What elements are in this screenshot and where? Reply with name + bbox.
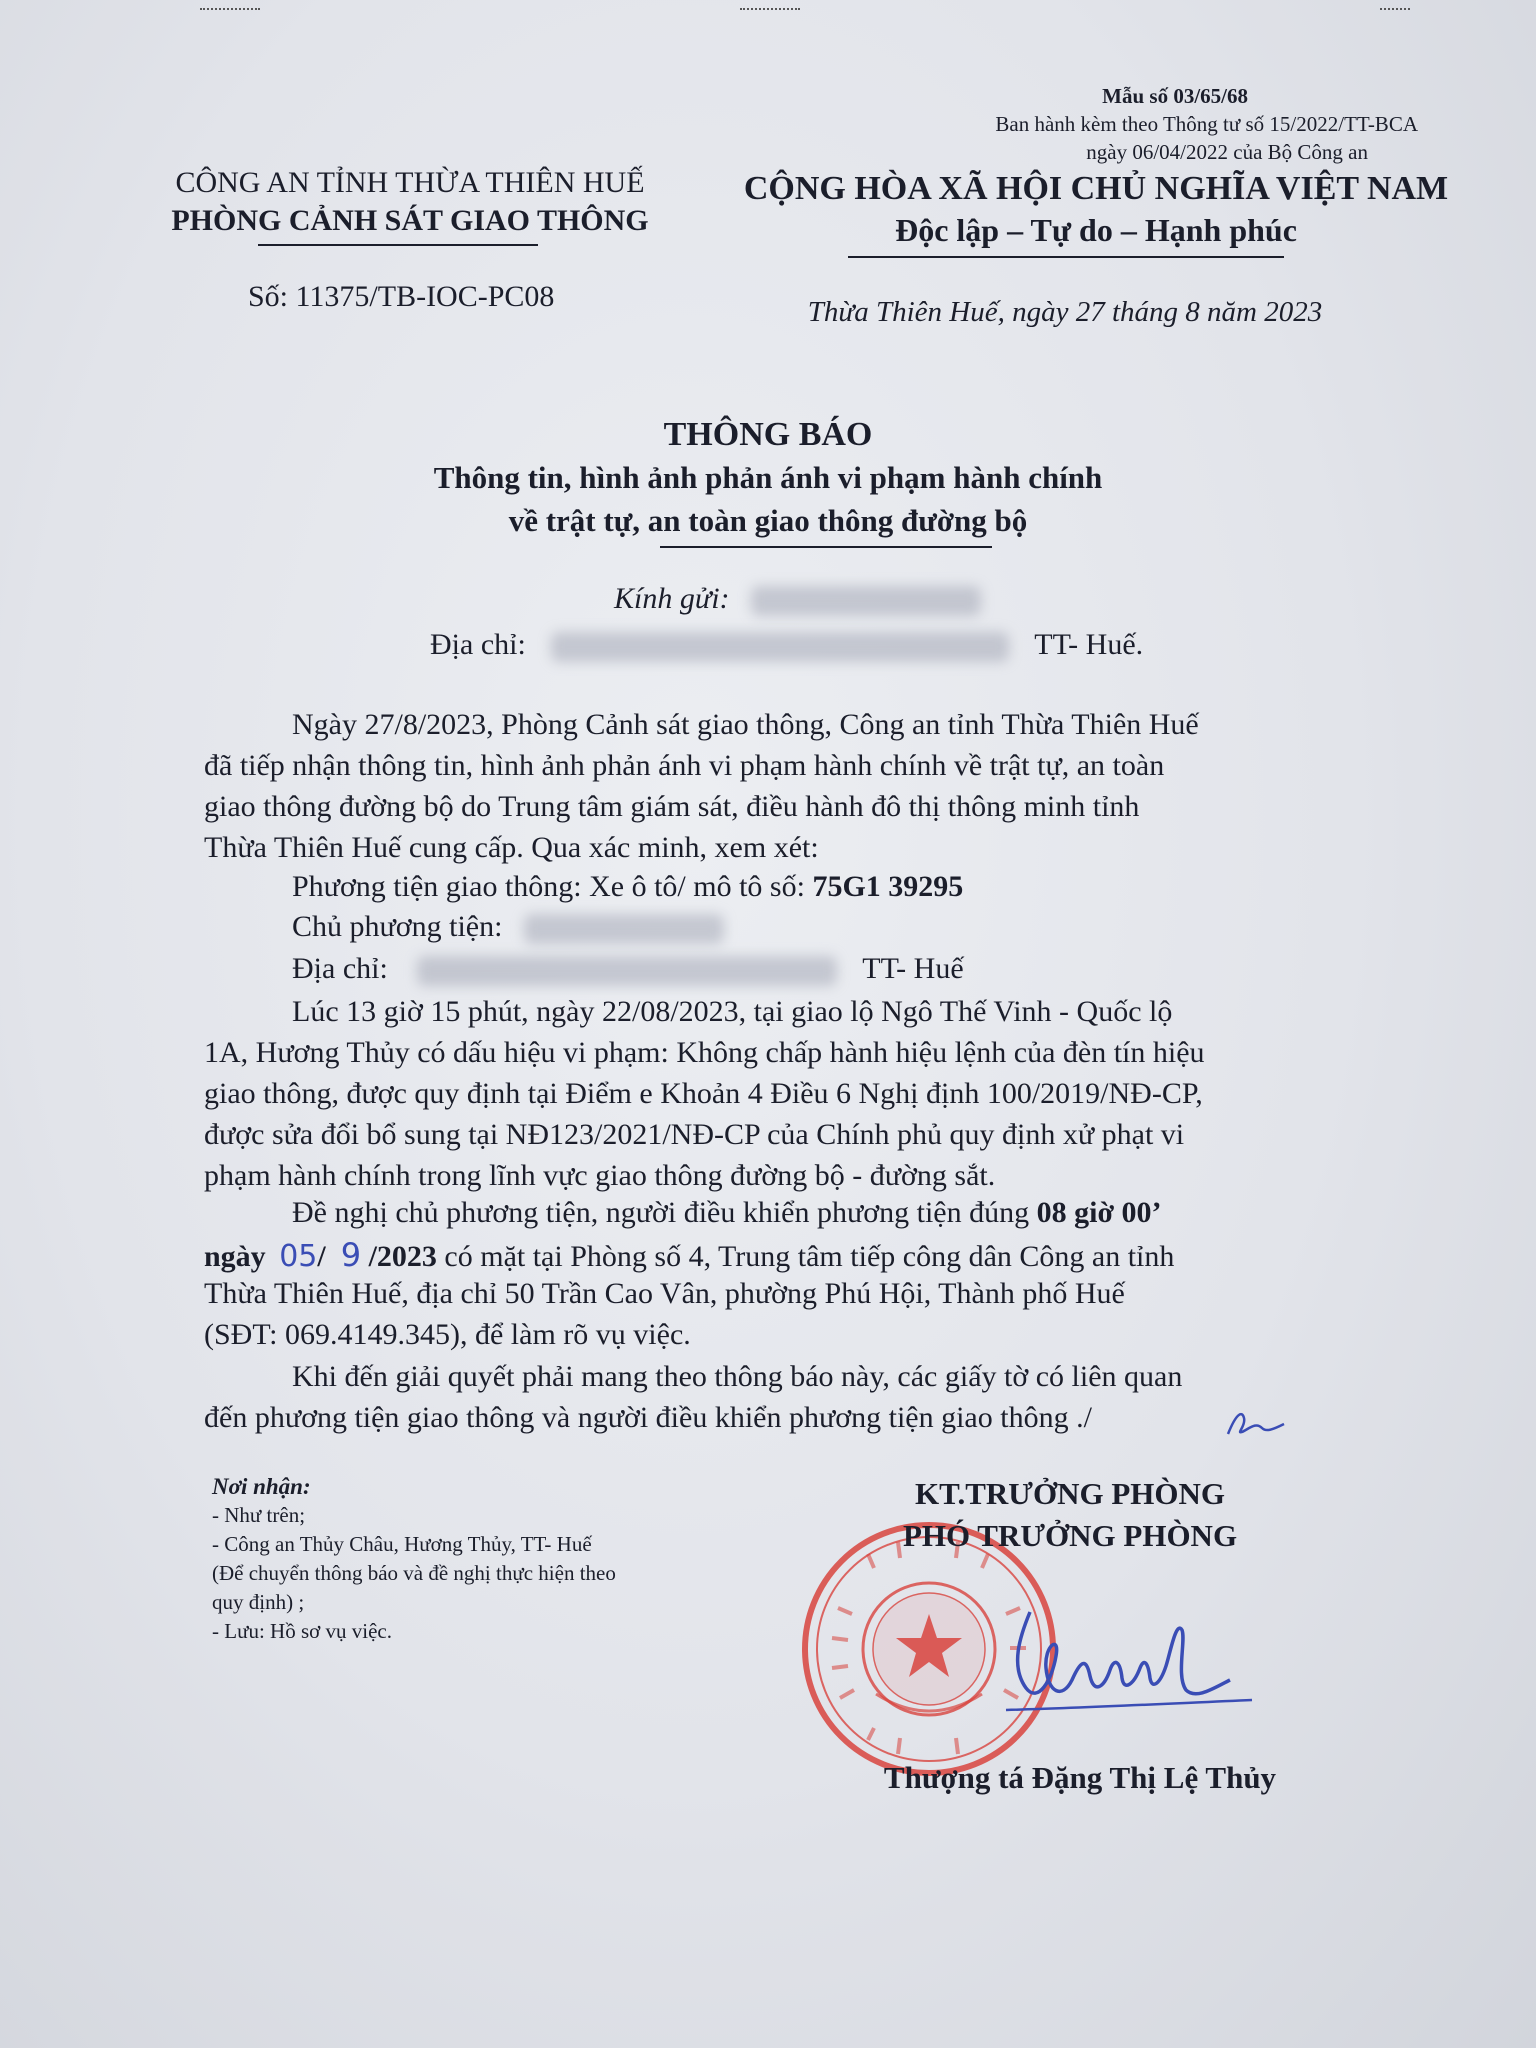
owner-address-line xyxy=(292,952,964,986)
redacted-owner-address xyxy=(417,956,837,986)
owner-address-suffix: TT- Huế xyxy=(862,952,964,985)
receivers-heading: Nơi nhận: xyxy=(212,1474,311,1499)
p1-line: đã tiếp nhận thông tin, hình ảnh phản ánh vi phạm hành chính về trật tự, an toàn xyxy=(204,749,1165,782)
nation-motto: Độc lập – Tự do – Hạnh phúc xyxy=(895,212,1297,248)
receiver-item: quy định) ; xyxy=(212,1590,305,1614)
recipient-address-suffix: TT- Huế. xyxy=(1034,628,1144,661)
form-issued-with: Ban hành kèm theo Thông tư số 15/2022/TT-BCA xyxy=(995,112,1418,136)
p3-rest: có mặt tại Phòng số 4, Trung tâm tiếp công dân Công an tỉnh xyxy=(444,1240,1175,1273)
p3-line1 xyxy=(292,1196,1162,1230)
signer-title-2: PHÓ TRƯỞNG PHÒNG xyxy=(902,1518,1238,1553)
recipient-address-label: Địa chỉ: xyxy=(430,628,526,661)
edge-mark xyxy=(740,8,800,16)
vehicle-label: Phương tiện giao thông: Xe ô tô/ mô tô số: xyxy=(292,870,805,903)
recipient-line xyxy=(614,582,981,616)
motto-underline xyxy=(848,256,1284,258)
receiver-item: - Như trên; xyxy=(212,1503,306,1527)
receiver-item: - Công an Thủy Châu, Hương Thủy, TT- Huế xyxy=(212,1532,592,1556)
redacted-owner xyxy=(524,914,724,944)
owner-address-label: Địa chỉ: xyxy=(292,952,388,985)
form-number: Mẫu số 03/65/68 xyxy=(1102,84,1248,108)
handwritten-month: 9 xyxy=(340,1236,362,1274)
receiver-item: (Để chuyển thông báo và đề nghị thực hiện theo xyxy=(212,1561,616,1585)
form-issued-date: ngày 06/04/2022 của Bộ Công an xyxy=(1086,140,1368,164)
owner-line xyxy=(292,910,724,944)
p3-text: Đề nghị chủ phương tiện, người điều khiển phương tiện đúng xyxy=(292,1196,1030,1229)
vehicle-plate: 75G1 39295 xyxy=(812,870,964,903)
notice-subtitle-1: Thông tin, hình ảnh phản ánh vi phạm hành chính xyxy=(433,460,1103,495)
redacted-recipient xyxy=(751,586,981,616)
p4-line1: Khi đến giải quyết phải mang theo thông báo này, các giấy tờ có liên quan xyxy=(292,1360,1183,1393)
p3-line2: ngày 05/ 9 /2023 có mặt tại Phòng số 4, Trung tâm tiếp công dân Công an tỉnh xyxy=(204,1236,1175,1274)
edge-mark xyxy=(200,8,260,16)
agency-line1: CÔNG AN TỈNH THỪA THIÊN HUẾ xyxy=(175,166,645,199)
initials-mark xyxy=(1222,1404,1292,1444)
agency-underline xyxy=(258,244,538,246)
p2-line: giao thông, được quy định tại Điểm e Khoản 4 Điều 6 Nghị định 100/2019/NĐ-CP, xyxy=(204,1077,1203,1110)
p3-day-label: ngày xyxy=(204,1240,266,1273)
edge-mark xyxy=(1380,8,1410,16)
receivers-block xyxy=(212,1472,772,1646)
owner-label: Chủ phương tiện: xyxy=(292,910,503,943)
p1-line: giao thông đường bộ do Trung tâm giám sát, điều hành đô thị thông minh tỉnh xyxy=(204,790,1140,823)
document-number: Số: 11375/TB-IOC-PC08 xyxy=(248,280,555,313)
p2-line: được sửa đổi bổ sung tại NĐ123/2021/NĐ-CP của Chính phủ quy định xử phạt vi xyxy=(204,1118,1185,1151)
receiver-item: - Lưu: Hồ sơ vụ việc. xyxy=(212,1619,392,1643)
recipient-label: Kính gửi: xyxy=(614,582,730,615)
handwritten-signature xyxy=(1000,1596,1260,1726)
agency-line2: PHÒNG CẢNH SÁT GIAO THÔNG xyxy=(171,204,649,237)
notice-subtitle-2: về trật tự, an toàn giao thông đường bộ xyxy=(508,503,1028,538)
p3-line3: Thừa Thiên Huế, địa chỉ 50 Trần Cao Vân, phường Phú Hội, Thành phố Huế xyxy=(204,1277,1125,1310)
p3-time: 08 giờ 00’ xyxy=(1036,1196,1162,1229)
p1-line: Thừa Thiên Huế cung cấp. Qua xác minh, xem xét: xyxy=(204,831,819,864)
p4-line2: đến phương tiện giao thông và người điều khiển phương tiện giao thông ./ xyxy=(204,1401,1092,1434)
title-underline xyxy=(660,546,992,548)
signer-title-1: KT.TRƯỞNG PHÒNG xyxy=(915,1476,1225,1511)
handwritten-day: 05 xyxy=(279,1239,318,1274)
recipient-address-line xyxy=(430,628,1143,662)
p2-line: Lúc 13 giờ 15 phút, ngày 22/08/2023, tại giao lộ Ngô Thế Vinh - Quốc lộ xyxy=(292,995,1173,1028)
p3-year: /2023 xyxy=(368,1240,437,1273)
vehicle-line xyxy=(292,870,963,904)
signer-name: Thượng tá Đặng Thị Lệ Thủy xyxy=(883,1760,1277,1795)
p3-line4: (SĐT: 069.4149.345), để làm rõ vụ việc. xyxy=(204,1318,691,1351)
nation-line1: CỘNG HÒA XÃ HỘI CHỦ NGHĨA VIỆT NAM xyxy=(743,170,1449,207)
notice-title: THÔNG BÁO xyxy=(663,416,873,453)
redacted-address xyxy=(551,632,1009,662)
place-date: Thừa Thiên Huế, ngày 27 tháng 8 năm 2023 xyxy=(807,296,1323,328)
p1-line: Ngày 27/8/2023, Phòng Cảnh sát giao thông, Công an tỉnh Thừa Thiên Huế xyxy=(292,708,1199,741)
p2-line: 1A, Hương Thủy có dấu hiệu vi phạm: Không chấp hành hiệu lệnh của đèn tín hiệu xyxy=(204,1036,1205,1069)
p2-line: phạm hành chính trong lĩnh vực giao thông đường bộ - đường sắt. xyxy=(204,1159,996,1192)
